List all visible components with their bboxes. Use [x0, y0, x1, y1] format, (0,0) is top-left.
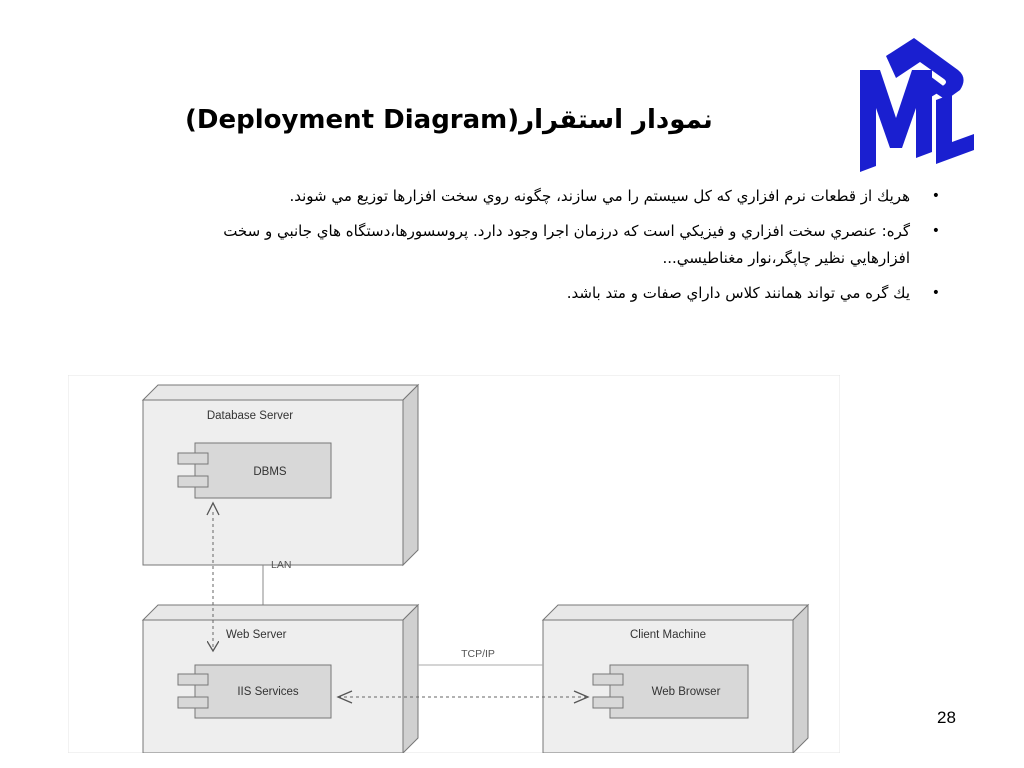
uml-logo-l — [936, 94, 974, 164]
component-port — [178, 674, 208, 685]
component-label-iis: IIS Services — [237, 686, 299, 698]
bullet-dot: • — [931, 223, 940, 239]
bullet-item — [160, 280, 945, 307]
bullet-text: گره: عنصري سخت افزاري و فيزيكي است كه درزمان اجرا وجود دارد. پروسسورها،دستگاه هاي جانبي و سخت افزارهايي نظير چاپگر،نوار مغناطيسي... — [223, 222, 910, 267]
tcpip-label: TCP/IP — [461, 648, 495, 660]
component-port — [178, 476, 208, 487]
page-number: 28 — [937, 708, 956, 727]
component-dbms — [178, 443, 331, 498]
component-label-dbms: DBMS — [253, 466, 287, 478]
bullet-dot: • — [931, 188, 940, 204]
node-label-web-server: Web Server — [226, 629, 287, 641]
component-iis-services — [178, 665, 331, 718]
uml-logo-m — [860, 70, 932, 172]
deployment-diagram — [68, 375, 840, 753]
bullet-text: هريك از قطعات نرم افزاري كه كل سيستم را مي سازند، چگونه روي سخت افزارها توزيع مي شوند. — [289, 187, 910, 205]
node-label-database-server: Database Server — [206, 410, 294, 422]
component-port — [593, 674, 623, 685]
bullet-item — [160, 183, 945, 210]
bullet-item — [160, 218, 945, 272]
slide-title: (Deployment Diagram)نمودار استقرار — [185, 105, 713, 135]
component-port — [593, 697, 623, 708]
node-label-client-machine: Client Machine — [629, 629, 707, 641]
component-port — [178, 453, 208, 464]
bullet-dot: • — [931, 285, 940, 301]
component-web-browser — [593, 665, 748, 718]
lan-label: LAN — [271, 559, 292, 571]
bullet-list — [160, 183, 945, 315]
component-label-browser: Web Browser — [651, 686, 721, 698]
bullet-text: يك گره مي تواند همانند كلاس داراي صفات و متد باشد. — [566, 284, 910, 302]
uml-logo — [850, 30, 975, 190]
component-port — [178, 697, 208, 708]
